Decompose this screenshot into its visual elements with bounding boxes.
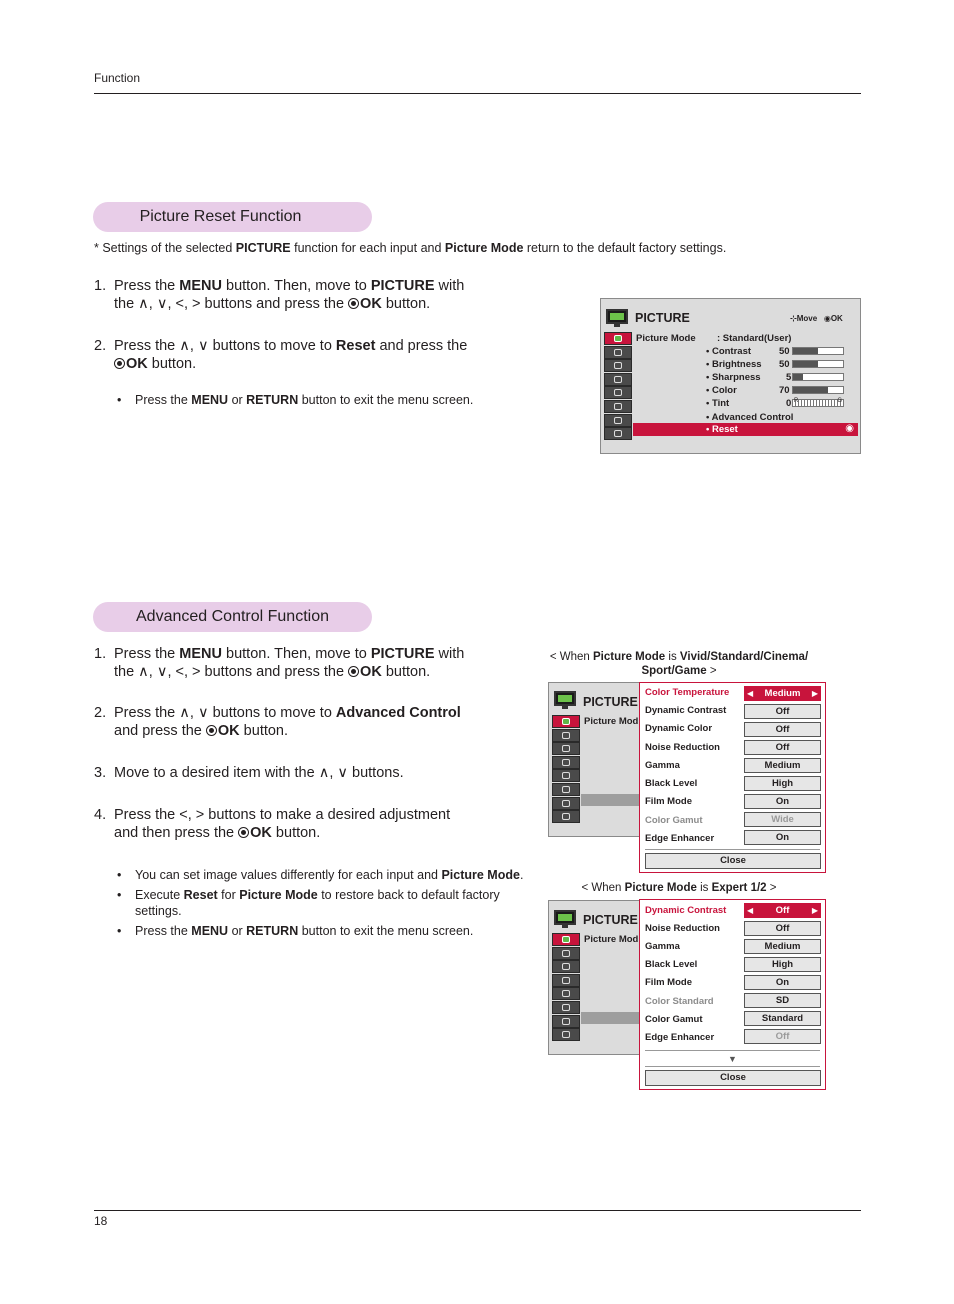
option-menu-icon[interactable]: [604, 386, 632, 399]
advanced-control-item[interactable]: • Advanced Control: [706, 412, 794, 423]
bullet-text: Press the: [135, 924, 192, 938]
right-arrow-icon[interactable]: ▶: [811, 689, 818, 698]
step-bold: MENU: [179, 646, 222, 662]
step-bold: Advanced Control: [335, 705, 461, 721]
ok-button-icon: [348, 298, 359, 309]
black-level-label[interactable]: Black Level: [645, 959, 698, 970]
ok-icon: ◉: [845, 423, 854, 434]
gamma-label[interactable]: Gamma: [645, 941, 680, 952]
move-icon: ⊹: [790, 314, 797, 323]
step-bold: OK: [217, 723, 240, 739]
usb-menu-icon[interactable]: [552, 1028, 580, 1041]
bullet-text: or: [228, 924, 247, 938]
advanced-control-panel-2: [639, 899, 826, 1090]
note-text: return to the default factory settings.: [523, 241, 727, 255]
step-text: Press the: [114, 646, 180, 662]
bullet-text: Press the: [135, 393, 192, 407]
option-menu-icon[interactable]: [552, 987, 580, 1000]
bullet-text: button to exit the menu screen.: [298, 924, 474, 938]
selected-row-indicator: [581, 1012, 647, 1024]
bullet-bold: Picture Mode: [239, 888, 318, 902]
color-label[interactable]: • Color: [706, 385, 737, 396]
adv-step-2: [94, 704, 461, 740]
screen-menu-icon[interactable]: [604, 346, 632, 359]
adv-step-1: [94, 645, 464, 681]
input-menu-icon[interactable]: [552, 1015, 580, 1028]
step-bold: MENU: [179, 278, 222, 294]
bullet-bold: RETURN: [246, 924, 299, 938]
black-level-label[interactable]: Black Level: [645, 778, 698, 789]
reset-note: [94, 241, 726, 255]
sharpness-label[interactable]: • Sharpness: [706, 372, 761, 383]
color-standard-label: Color Standard: [645, 996, 714, 1007]
tint-r: R: [794, 398, 799, 404]
caption-bold: Picture Mode: [624, 882, 697, 894]
osd-picture-menu-bg-1: [548, 682, 648, 837]
gamma-label[interactable]: Gamma: [645, 760, 680, 771]
tv-icon: [554, 910, 576, 925]
caption-text: >: [766, 882, 777, 894]
note-text: function for each input and: [290, 241, 445, 255]
caption-text: < When: [549, 651, 593, 663]
film-mode-label[interactable]: Film Mode: [645, 977, 692, 988]
film-mode-value[interactable]: On: [744, 794, 821, 809]
input-menu-icon[interactable]: [552, 797, 580, 810]
footer-rule: [94, 1210, 861, 1211]
osd-title: PICTURE: [635, 311, 690, 325]
picture-mode-label: Picture Mod: [584, 934, 639, 945]
tv-icon: [606, 309, 628, 324]
picture-menu-icon[interactable]: [552, 933, 580, 946]
gamma-value[interactable]: Medium: [744, 939, 821, 954]
step-number: 1.: [94, 646, 107, 662]
osd-hint: [790, 314, 843, 323]
lock-menu-icon[interactable]: [552, 783, 580, 796]
adv-bullet-2: [117, 887, 500, 919]
picture-menu-icon[interactable]: [604, 332, 632, 345]
step-number: 4.: [94, 807, 107, 823]
color-value: 70: [779, 385, 790, 396]
noise-reduction-value[interactable]: Off: [744, 740, 821, 755]
black-level-value[interactable]: High: [744, 776, 821, 791]
header-rule: [94, 93, 861, 94]
reset-bullet: [117, 392, 473, 408]
adv-step-3: [94, 764, 404, 782]
advanced-control-panel-1: [639, 682, 826, 873]
step-text: Press the: [114, 278, 180, 294]
hint-move: Move: [796, 314, 818, 323]
color-temperature-select[interactable]: [744, 686, 821, 701]
option-menu-icon[interactable]: [552, 769, 580, 782]
adv-step-4: [94, 806, 450, 842]
step-text: Move to a desired item with the ∧, ∨ buttons.: [114, 765, 404, 781]
step-text: the ∧, ∨, <, > buttons and press the: [114, 664, 349, 680]
tint-bar[interactable]: [792, 399, 844, 407]
close-button[interactable]: Close: [645, 853, 821, 869]
usb-menu-icon[interactable]: [604, 427, 632, 440]
osd-icon-column: [604, 332, 632, 441]
caption-expert-modes: [546, 882, 812, 894]
reset-step-1: [94, 277, 464, 313]
adv-bullet-3: [117, 923, 473, 939]
osd-picture-menu-bg-2: [548, 900, 648, 1055]
usb-menu-icon[interactable]: [552, 810, 580, 823]
audio-menu-icon[interactable]: [552, 742, 580, 755]
gamma-value[interactable]: Medium: [744, 758, 821, 773]
color-gamut-value[interactable]: Standard: [744, 1011, 821, 1026]
step-text: Press the ∧, ∨ buttons to move to: [114, 705, 336, 721]
step-text: button. Then, move to: [221, 646, 371, 662]
scroll-down-icon[interactable]: ▼: [728, 1054, 737, 1064]
time-menu-icon[interactable]: [552, 974, 580, 987]
bullet-text: Execute: [135, 888, 184, 902]
caption-bold: Vivid/Standard/Cinema/: [679, 651, 809, 663]
step-text: and then press the: [114, 825, 239, 841]
step-bold: OK: [360, 296, 382, 312]
step-text: with: [434, 646, 465, 662]
step-text: Press the ∧, ∨ buttons to move to: [114, 338, 336, 354]
time-menu-icon[interactable]: [552, 756, 580, 769]
tint-value: 0: [786, 398, 792, 409]
divider: [645, 1066, 820, 1067]
brightness-bar[interactable]: [792, 360, 844, 368]
bullet-dot: •: [117, 868, 122, 882]
ok-button-icon: [206, 725, 217, 736]
reset-item[interactable]: • Reset: [706, 424, 738, 435]
step-text: button.: [381, 296, 431, 312]
ok-button-icon: [238, 827, 249, 838]
ok-button-icon: [114, 358, 125, 369]
left-arrow-icon[interactable]: ◀: [747, 906, 754, 915]
screen-menu-icon[interactable]: [552, 729, 580, 742]
step-bold: Reset: [335, 338, 376, 354]
osd-picture-menu: [600, 298, 861, 454]
bullet-text: to restore back to default factory: [317, 888, 500, 902]
step-text: and press the: [375, 338, 468, 354]
color-gamut-label[interactable]: Color Gamut: [645, 1014, 703, 1025]
bullet-text: settings.: [135, 904, 182, 918]
bullet-text: for: [217, 888, 240, 902]
black-level-value[interactable]: High: [744, 957, 821, 972]
bullet-text: or: [228, 393, 247, 407]
dynamic-contrast-select[interactable]: [744, 903, 821, 918]
sharpness-bar[interactable]: [792, 373, 844, 381]
film-mode-label[interactable]: Film Mode: [645, 796, 692, 807]
bullet-bold: Picture Mode: [441, 868, 520, 882]
color-standard-value: SD: [744, 993, 821, 1008]
reset-step-2: [94, 337, 467, 373]
color-bar[interactable]: [792, 386, 844, 394]
reset-title-text: Picture Reset Function: [139, 208, 302, 225]
film-mode-value[interactable]: On: [744, 975, 821, 990]
dynamic-contrast-label[interactable]: Dynamic Contrast: [645, 705, 727, 716]
dynamic-contrast-value[interactable]: Off: [744, 704, 821, 719]
section-header: Function: [94, 71, 141, 85]
lock-menu-icon[interactable]: [604, 400, 632, 413]
contrast-value: 50: [779, 346, 790, 357]
step-text: button.: [381, 664, 431, 680]
bullet-bold: MENU: [191, 393, 229, 407]
caption-text: is: [696, 882, 712, 894]
color-gamut-label: Color Gamut: [645, 815, 703, 826]
divider: [645, 1050, 820, 1051]
edge-enhancer-label[interactable]: Edge Enhancer: [645, 833, 715, 844]
noise-reduction-label[interactable]: Noise Reduction: [645, 923, 720, 934]
selected-row-indicator: [581, 794, 647, 806]
step-text: and press the: [114, 723, 206, 739]
brightness-label[interactable]: • Brightness: [706, 359, 762, 370]
color-gamut-value: Wide: [744, 812, 821, 827]
caption-text: >: [706, 665, 717, 677]
caption-bold: Expert 1/2: [711, 882, 767, 894]
sharpness-value: 5: [786, 372, 792, 383]
section-title-advanced: [93, 602, 372, 632]
picture-mode-value[interactable]: : Standard(User): [717, 333, 792, 344]
input-menu-icon[interactable]: [604, 414, 632, 427]
divider: [645, 849, 820, 850]
bullet-bold: MENU: [191, 924, 229, 938]
step-text: the ∧, ∨, <, > buttons and press the: [114, 296, 349, 312]
note-bold-picture: PICTURE: [235, 241, 291, 255]
ok-icon: ◉: [823, 314, 831, 323]
picture-mode-label: Picture Mode: [636, 333, 696, 344]
step-bold: PICTURE: [370, 646, 435, 662]
caption-standard-modes: [546, 650, 812, 678]
step-bold: OK: [126, 356, 148, 372]
close-button[interactable]: Close: [645, 1070, 821, 1086]
osd-icon-column: [552, 715, 580, 824]
step-bold: OK: [360, 664, 382, 680]
reset-item-highlight[interactable]: [633, 423, 858, 436]
bullet-dot: •: [117, 924, 122, 938]
bullet-bold: Reset: [183, 888, 218, 902]
step-bold: OK: [250, 825, 272, 841]
bullet-bold: RETURN: [246, 393, 299, 407]
step-text: button.: [147, 356, 197, 372]
step-text: button.: [239, 723, 289, 739]
step-number: 2.: [94, 338, 107, 354]
brightness-value: 50: [779, 359, 790, 370]
tint-label[interactable]: • Tint: [706, 398, 730, 409]
select-value: Medium: [764, 688, 801, 699]
audio-menu-icon[interactable]: [604, 359, 632, 372]
osd-icon-column: [552, 933, 580, 1042]
contrast-label[interactable]: • Contrast: [706, 346, 752, 357]
color-temperature-label[interactable]: Color Temperature: [645, 687, 730, 698]
time-menu-icon[interactable]: [604, 373, 632, 386]
edge-enhancer-value[interactable]: On: [744, 830, 821, 845]
adv-bullet-1: [117, 867, 523, 883]
step-number: 3.: [94, 765, 107, 781]
advanced-title-text: Advanced Control Function: [136, 608, 329, 625]
picture-menu-icon[interactable]: [552, 715, 580, 728]
step-text: with: [434, 278, 465, 294]
edge-enhancer-value: Off: [744, 1029, 821, 1044]
note-bold-mode: Picture Mode: [444, 241, 524, 255]
caption-text: < When: [581, 882, 625, 894]
tv-icon: [554, 691, 576, 706]
bullet-text: You can set image values differently for each input and: [135, 868, 442, 882]
section-title-reset: [93, 202, 372, 232]
step-number: 2.: [94, 705, 107, 721]
lock-menu-icon[interactable]: [552, 1001, 580, 1014]
caption-text: is: [665, 651, 680, 663]
noise-reduction-value[interactable]: Off: [744, 921, 821, 936]
select-value: Off: [775, 905, 790, 916]
screen-menu-icon[interactable]: [552, 947, 580, 960]
bullet-dot: •: [117, 393, 122, 407]
noise-reduction-label[interactable]: Noise Reduction: [645, 742, 720, 753]
dynamic-contrast-label[interactable]: Dynamic Contrast: [645, 905, 727, 916]
bullet-text: .: [519, 868, 524, 882]
step-text: button. Then, move to: [221, 278, 371, 294]
contrast-bar[interactable]: [792, 347, 844, 355]
audio-menu-icon[interactable]: [552, 960, 580, 973]
bullet-text: button to exit the menu screen.: [298, 393, 474, 407]
page-number: 18: [94, 1214, 108, 1228]
dynamic-color-value[interactable]: Off: [744, 722, 821, 737]
note-text: * Settings of the selected: [94, 241, 236, 255]
hint-ok: OK: [830, 314, 843, 323]
tint-g: G: [837, 398, 842, 404]
ok-button-icon: [348, 666, 359, 677]
step-bold: PICTURE: [370, 278, 435, 294]
right-arrow-icon[interactable]: ▶: [811, 906, 818, 915]
bullet-dot: •: [117, 888, 122, 902]
caption-bold: Sport/Game: [641, 665, 707, 677]
osd-title: PICTURE: [583, 913, 638, 927]
step-text: button.: [271, 825, 321, 841]
picture-mode-label: Picture Mod: [584, 716, 639, 727]
left-arrow-icon[interactable]: ◀: [747, 689, 754, 698]
osd-title: PICTURE: [583, 695, 638, 709]
step-number: 1.: [94, 278, 107, 294]
edge-enhancer-label[interactable]: Edge Enhancer: [645, 1032, 715, 1043]
step-text: Press the <, > buttons to make a desired adjustment: [114, 807, 451, 823]
caption-bold: Picture Mode: [592, 651, 666, 663]
dynamic-color-label[interactable]: Dynamic Color: [645, 723, 713, 734]
